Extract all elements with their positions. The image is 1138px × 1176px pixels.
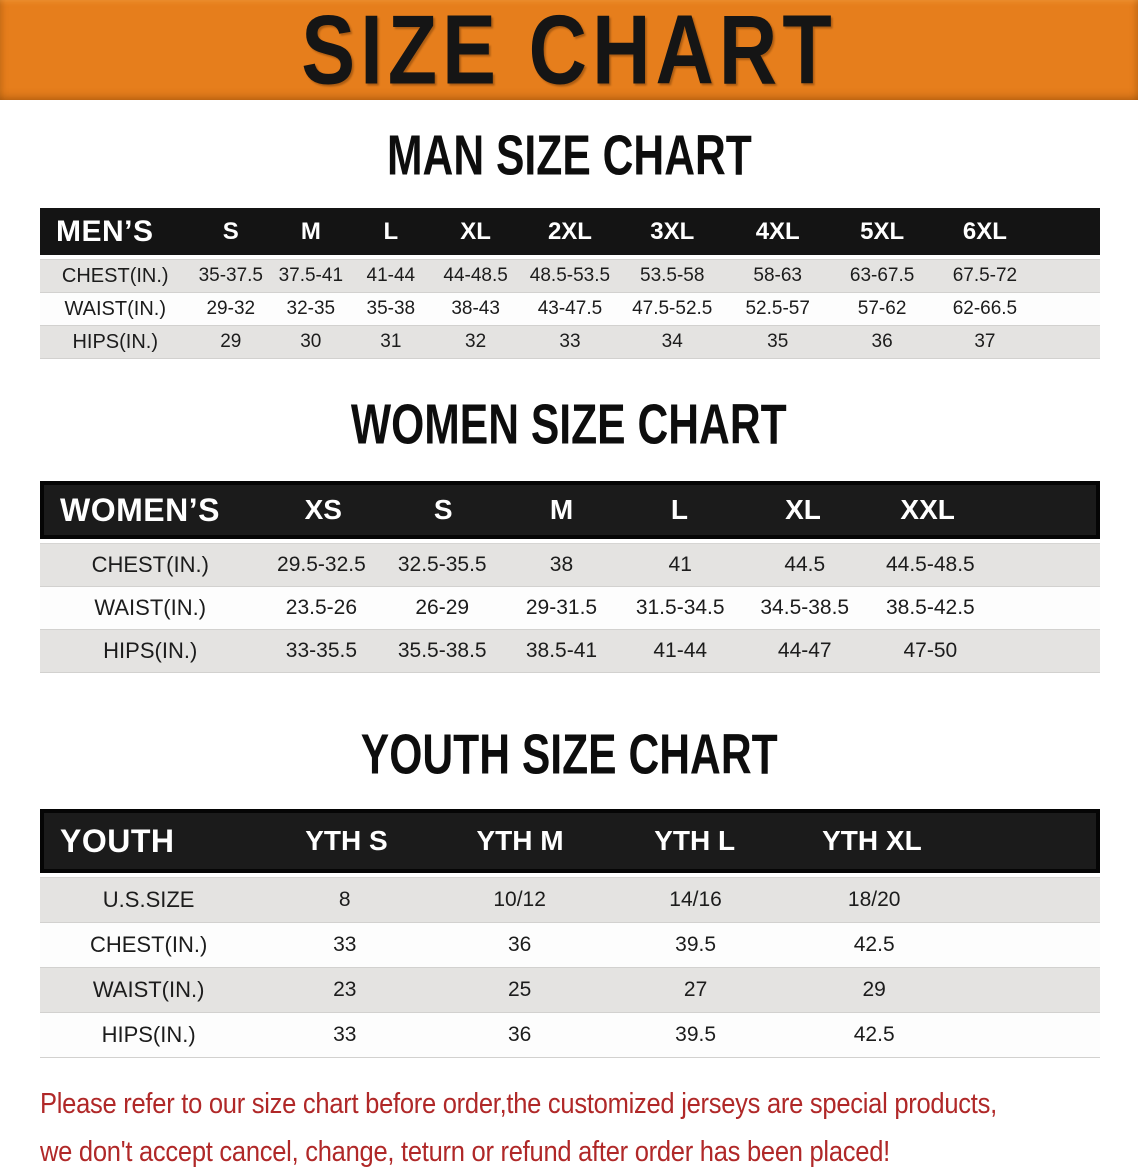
column-header: S bbox=[433, 494, 453, 525]
table-cell: 44-48.5 bbox=[443, 265, 508, 286]
table-row bbox=[40, 326, 1100, 359]
disclaimer-line: Please refer to our size chart before order,the customized jerseys are special products, bbox=[40, 1088, 997, 1120]
table-cell: 29 bbox=[862, 978, 886, 1001]
table-row bbox=[40, 923, 1100, 968]
column-header: XL bbox=[460, 217, 491, 245]
table-cell: 35.5-38.5 bbox=[397, 639, 487, 662]
table-cell: 27 bbox=[683, 978, 708, 1001]
table-cell: 47.5-52.5 bbox=[632, 298, 713, 319]
mens-table-body bbox=[40, 259, 1100, 359]
youth-table-header-row bbox=[40, 809, 1100, 873]
table-cell: 36 bbox=[871, 331, 893, 352]
size-chart-banner bbox=[0, 0, 1138, 105]
table-cell: 48.5-53.5 bbox=[529, 265, 611, 286]
column-header: M bbox=[300, 217, 321, 245]
table-cell: 37 bbox=[974, 331, 996, 352]
table-cell: 47-50 bbox=[903, 639, 958, 662]
table-cell: 37.5-41 bbox=[278, 265, 344, 286]
column-header: L bbox=[383, 217, 399, 245]
table-cell: 25 bbox=[507, 978, 532, 1001]
table-cell: 23 bbox=[333, 978, 357, 1001]
section-youth bbox=[0, 725, 1138, 1058]
table-corner-label: WOMEN’S bbox=[60, 491, 220, 528]
column-header: YTH XL bbox=[822, 825, 922, 856]
youth-size-table bbox=[40, 809, 1100, 1058]
row-label: WAIST(IN.) bbox=[94, 595, 207, 620]
table-cell: 36 bbox=[507, 933, 532, 956]
table-cell: 31.5-34.5 bbox=[635, 596, 725, 619]
womens-table-body bbox=[40, 543, 1100, 673]
table-cell: 38.5-42.5 bbox=[885, 596, 975, 619]
table-cell: 8 bbox=[338, 888, 351, 911]
table-cell: 41-44 bbox=[653, 639, 708, 662]
table-cell: 29.5-32.5 bbox=[277, 553, 366, 576]
row-label: CHEST(IN.) bbox=[89, 932, 208, 957]
table-cell: 52.5-57 bbox=[745, 298, 810, 319]
table-cell: 44.5-48.5 bbox=[885, 553, 975, 576]
column-header: YTH L bbox=[654, 825, 736, 856]
table-cell: 35-37.5 bbox=[198, 265, 264, 286]
table-cell: 44.5 bbox=[784, 553, 826, 576]
table-row bbox=[40, 1013, 1100, 1058]
youth-section-heading bbox=[0, 725, 1138, 785]
disclaimer-line: we don't accept cancel, change, teturn or refund after order has been placed! bbox=[40, 1136, 890, 1168]
table-row bbox=[40, 260, 1100, 293]
section-men bbox=[0, 126, 1138, 359]
womens-size-table bbox=[40, 481, 1100, 673]
table-cell: 34 bbox=[661, 331, 683, 352]
disclaimer bbox=[40, 1080, 1138, 1176]
men-section-heading-text: MAN SIZE CHART bbox=[386, 124, 752, 188]
table-cell: 39.5 bbox=[675, 933, 717, 956]
table-cell: 32-35 bbox=[286, 298, 336, 319]
table-cell: 29-31.5 bbox=[525, 596, 598, 619]
table-cell: 29 bbox=[220, 331, 242, 352]
row-label: HIPS(IN.) bbox=[101, 1022, 196, 1047]
table-cell: 35-38 bbox=[366, 298, 416, 319]
table-cell: 29-32 bbox=[206, 298, 256, 319]
banner-title: SIZE CHART bbox=[301, 0, 837, 105]
column-header: XXL bbox=[900, 494, 955, 525]
table-cell: 33 bbox=[559, 331, 581, 352]
table-cell: 35 bbox=[767, 331, 789, 352]
table-cell: 41 bbox=[668, 553, 692, 576]
table-cell: 36 bbox=[507, 1023, 532, 1046]
table-corner-label: YOUTH bbox=[60, 822, 175, 859]
column-header: YTH M bbox=[476, 825, 564, 856]
table-corner-label: MEN’S bbox=[56, 214, 154, 248]
table-cell: 39.5 bbox=[675, 1023, 717, 1046]
column-header: 6XL bbox=[962, 217, 1007, 245]
table-cell: 26-29 bbox=[415, 596, 470, 619]
table-cell: 38-43 bbox=[451, 298, 500, 319]
table-cell: 42.5 bbox=[853, 1023, 895, 1046]
column-header: 3XL bbox=[650, 217, 695, 245]
table-cell: 44-47 bbox=[777, 639, 832, 662]
table-cell: 18/20 bbox=[847, 888, 901, 911]
row-label: HIPS(IN.) bbox=[72, 330, 159, 353]
row-label: U.S.SIZE bbox=[102, 887, 195, 912]
table-cell: 10/12 bbox=[493, 888, 546, 911]
table-cell: 58-63 bbox=[753, 265, 802, 286]
table-cell: 33 bbox=[333, 1023, 357, 1046]
youth-section-heading-text: YOUTH SIZE CHART bbox=[360, 723, 778, 787]
table-row bbox=[40, 630, 1100, 673]
table-row bbox=[40, 544, 1100, 587]
table-cell: 32 bbox=[465, 331, 487, 352]
mens-size-table bbox=[40, 208, 1100, 359]
table-cell: 41-44 bbox=[366, 265, 416, 286]
column-header: 5XL bbox=[860, 217, 905, 245]
table-row bbox=[40, 587, 1100, 630]
row-label: WAIST(IN.) bbox=[64, 297, 166, 320]
table-cell: 38 bbox=[549, 553, 574, 576]
column-header: YTH S bbox=[305, 825, 388, 856]
mens-table-header-row bbox=[40, 208, 1100, 255]
table-cell: 31 bbox=[380, 331, 402, 352]
column-header: 4XL bbox=[755, 217, 800, 245]
column-header: XS bbox=[304, 494, 342, 525]
table-cell: 23.5-26 bbox=[285, 596, 358, 619]
table-row bbox=[40, 293, 1100, 326]
table-cell: 33-35.5 bbox=[285, 639, 358, 662]
table-cell: 67.5-72 bbox=[952, 265, 1018, 286]
table-cell: 33 bbox=[333, 933, 357, 956]
men-section-heading bbox=[0, 126, 1138, 186]
table-row bbox=[40, 968, 1100, 1013]
column-header: S bbox=[222, 217, 239, 245]
table-cell: 53.5-58 bbox=[640, 265, 705, 286]
table-cell: 62-66.5 bbox=[952, 298, 1018, 319]
table-row bbox=[40, 878, 1100, 923]
table-cell: 32.5-35.5 bbox=[397, 553, 487, 576]
youth-table-body bbox=[40, 877, 1100, 1058]
table-cell: 63-67.5 bbox=[849, 265, 915, 286]
women-section-heading bbox=[0, 395, 1138, 455]
women-section-heading-text: WOMEN SIZE CHART bbox=[351, 393, 787, 457]
section-women bbox=[0, 395, 1138, 673]
row-label: CHEST(IN.) bbox=[61, 264, 169, 287]
table-cell: 34.5-38.5 bbox=[760, 596, 850, 619]
row-label: WAIST(IN.) bbox=[92, 977, 205, 1002]
table-cell: 57-62 bbox=[857, 298, 907, 319]
table-cell: 42.5 bbox=[853, 933, 895, 956]
table-cell: 30 bbox=[300, 331, 322, 352]
row-label: CHEST(IN.) bbox=[91, 552, 209, 577]
table-cell: 14/16 bbox=[669, 888, 722, 911]
table-cell: 43-47.5 bbox=[537, 298, 603, 319]
column-header: 2XL bbox=[547, 217, 592, 245]
column-header: M bbox=[549, 494, 574, 525]
row-label: HIPS(IN.) bbox=[103, 638, 198, 663]
column-header: XL bbox=[785, 494, 821, 525]
table-cell: 38.5-41 bbox=[525, 639, 598, 662]
column-header: L bbox=[670, 494, 688, 525]
womens-table-header-row bbox=[40, 481, 1100, 539]
